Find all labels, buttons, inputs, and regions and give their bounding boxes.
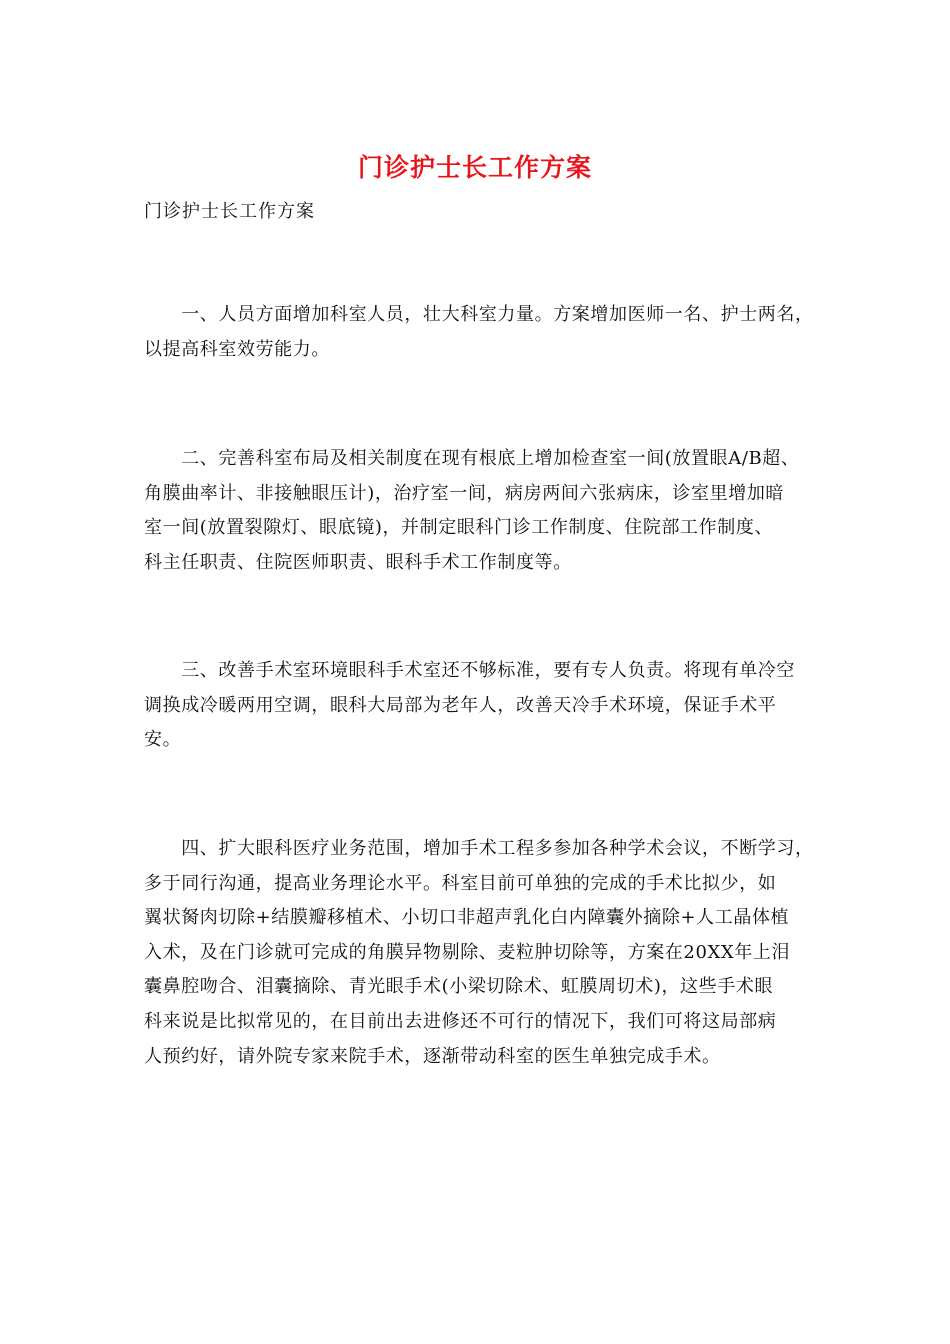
paragraph-3 xyxy=(144,654,816,758)
paragraph-line: 三、改善手术室环境眼科手术室还不够标准，要有专人负责。将现有单冷空 xyxy=(144,660,795,681)
paragraph-2 xyxy=(144,442,816,580)
paragraph-line: 室一间(放置裂隙灯、眼底镜)，并制定眼科门诊工作制度、住院部工作制度、 xyxy=(144,517,774,539)
paragraph-line: 科主任职责、住院医师职责、眼科手术工作制度等。 xyxy=(144,551,572,573)
paragraph-line: 人预约好，请外院专家来院手术，逐渐带动科室的医生单独完成手术。 xyxy=(144,1045,721,1067)
document-subtitle: 门诊护士长工作方案 xyxy=(144,201,315,222)
paragraph-line: 以提高科室效劳能力。 xyxy=(144,338,330,360)
paragraph-line: 翼状胬肉切除+结膜瓣移植术、小切口非超声乳化白内障囊外摘除+人工晶体植 xyxy=(144,907,790,929)
paragraph-line: 多于同行沟通，提高业务理论水平。科室目前可单独的完成的手术比拟少，如 xyxy=(144,872,777,894)
paragraph-line: 入术，及在门诊就可完成的角膜异物剔除、麦粒肿切除等，方案在20XX年上泪 xyxy=(144,941,791,963)
paragraph-line: 安。 xyxy=(144,729,182,751)
document-title: 门诊护士长工作方案 xyxy=(357,153,592,182)
paragraph-line: 调换成冷暖两用空调，眼科大局部为老年人，改善天冷手术环境，保证手术平 xyxy=(144,694,777,716)
paragraph-line: 科来说是比拟常见的，在目前出去进修还不可行的情况下，我们可将这局部病 xyxy=(144,1010,777,1032)
paragraph-1 xyxy=(144,298,816,367)
paragraph-line: 角膜曲率计、非接触眼压计)，治疗室一间，病房两间六张病床，诊室里增加暗 xyxy=(144,482,785,504)
paragraph-line: 囊鼻腔吻合、泪囊摘除、青光眼手术(小梁切除术、虹膜周切术)，这些手术眼 xyxy=(144,976,774,998)
paragraph-line: 四、扩大眼科医疗业务范围，增加手术工程多参加各种学术会议，不断学习， xyxy=(144,838,814,859)
paragraph-4 xyxy=(144,832,816,1074)
paragraph-line: 一、人员方面增加科室人员，壮大科室力量。方案增加医师一名、护士两名， xyxy=(144,304,814,325)
paragraph-line: 二、完善科室布局及相关制度在现有根底上增加检查室一间(放置眼A/B超、 xyxy=(144,448,800,469)
